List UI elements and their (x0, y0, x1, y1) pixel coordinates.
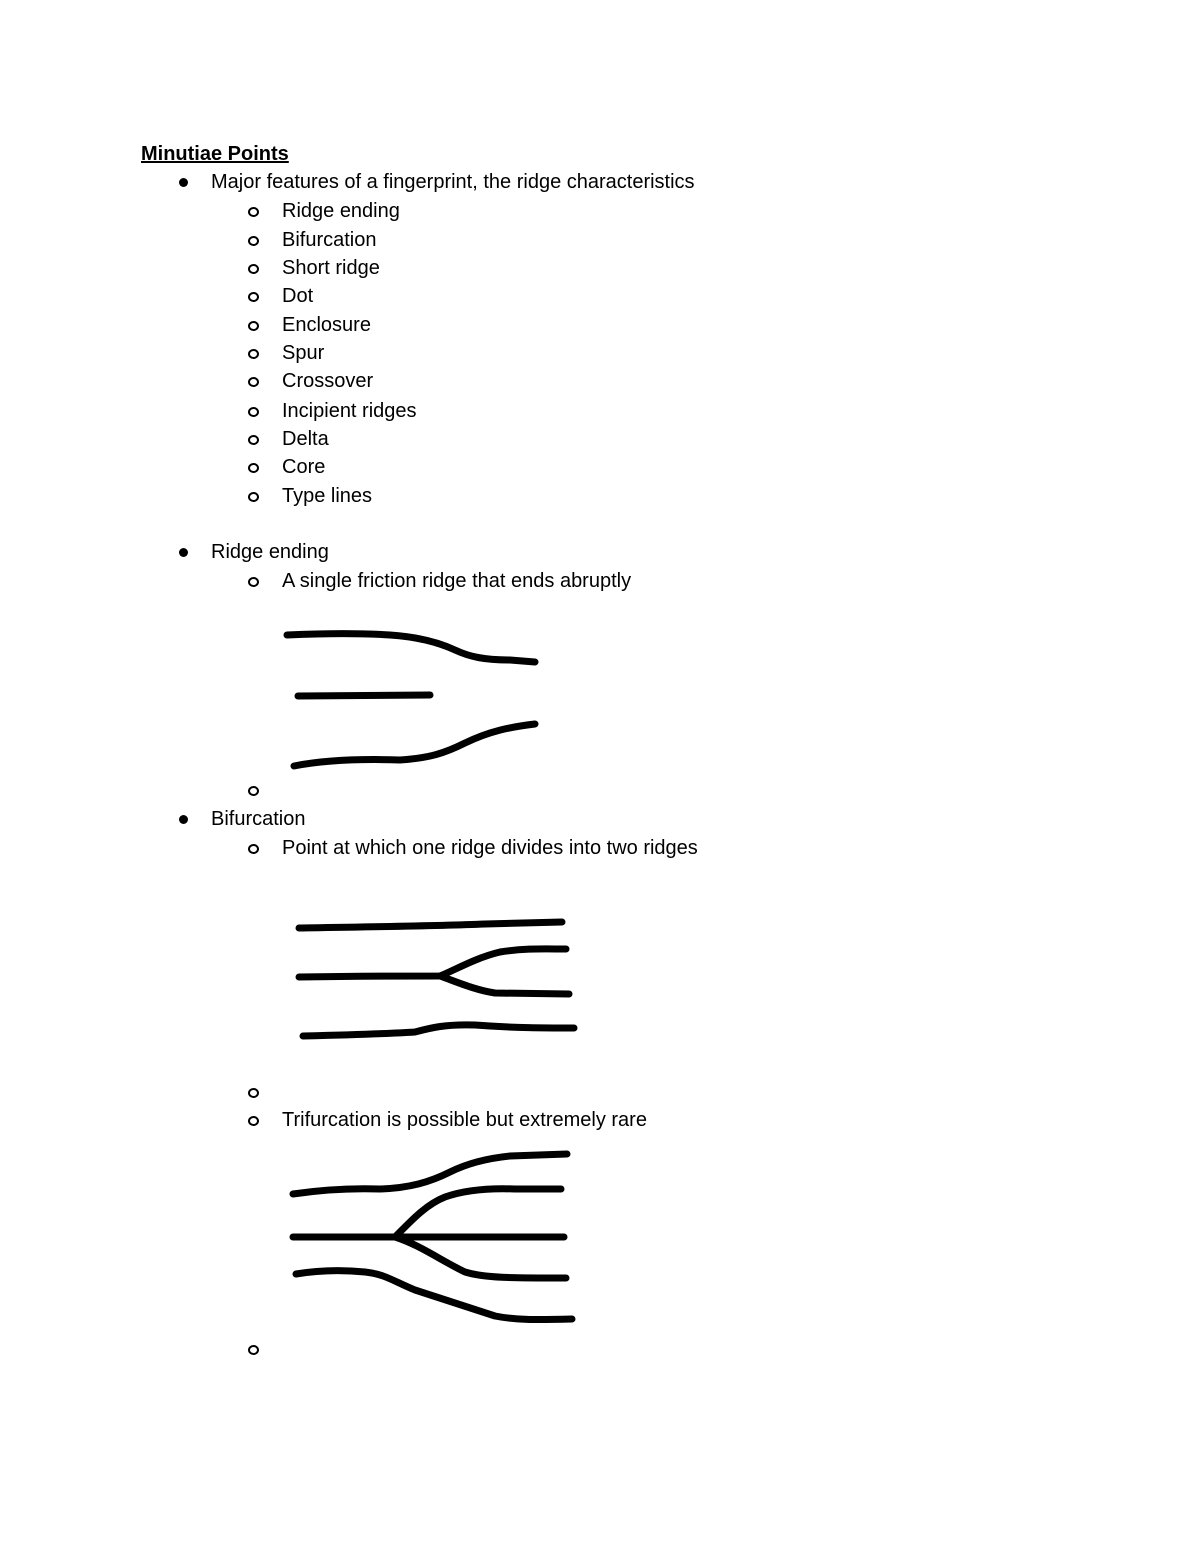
list-item: Crossover (282, 370, 374, 392)
list-item: Delta (282, 428, 329, 450)
ridge-line-ending (298, 695, 430, 696)
bullet-dot (179, 548, 188, 557)
sub-bullet (248, 492, 259, 502)
ridge-line (303, 1025, 574, 1036)
sub-bullet (248, 435, 259, 445)
bifurcation-description: Point at which one ridge divides into two ridges (282, 837, 698, 859)
ridge-ending-figure (270, 615, 560, 795)
list-item: Short ridge (282, 257, 380, 279)
list-item: Incipient ridges (282, 400, 417, 422)
list-item: Spur (282, 342, 325, 364)
sub-bullet (248, 463, 259, 473)
ridge-line (287, 634, 535, 663)
sub-bullet (248, 292, 259, 302)
bifurcation-heading: Bifurcation (211, 808, 306, 830)
sub-bullet (248, 844, 259, 854)
sub-bullet (248, 377, 259, 387)
sub-bullet (248, 349, 259, 359)
ridge-line (299, 922, 562, 928)
sub-bullet (248, 407, 259, 417)
ridge-line-branch (395, 1189, 561, 1237)
sub-bullet (248, 786, 259, 796)
page-title: Minutiae Points (141, 143, 289, 165)
sub-bullet (248, 207, 259, 217)
list-item: Ridge ending (282, 200, 400, 222)
sub-bullet (248, 236, 259, 246)
list-item: Dot (282, 285, 314, 307)
list-item: Type lines (282, 485, 373, 507)
bullet-dot (179, 815, 188, 824)
sub-bullet (248, 577, 259, 587)
ridge-ending-description: A single friction ridge that ends abruptly (282, 570, 632, 592)
overview-text: Major features of a fingerprint, the ridge characteristics (211, 171, 695, 193)
ridge-line (294, 724, 535, 766)
ridge-line-branch (395, 1237, 566, 1278)
trifurcation-note: Trifurcation is possible but extremely rare (282, 1109, 647, 1131)
list-item: Enclosure (282, 314, 371, 336)
sub-bullet (248, 1116, 259, 1126)
ridge-line-branch (440, 976, 569, 994)
sub-bullet (248, 1345, 259, 1355)
sub-bullet (248, 1088, 259, 1098)
bifurcation-figure (285, 900, 595, 1060)
trifurcation-figure (280, 1140, 590, 1340)
sub-bullet (248, 321, 259, 331)
list-item: Core (282, 456, 326, 478)
bullet-dot (179, 178, 188, 187)
sub-bullet (248, 264, 259, 274)
ridge-ending-heading: Ridge ending (211, 541, 329, 563)
ridge-line-branch (299, 949, 566, 977)
list-item: Bifurcation (282, 229, 377, 251)
